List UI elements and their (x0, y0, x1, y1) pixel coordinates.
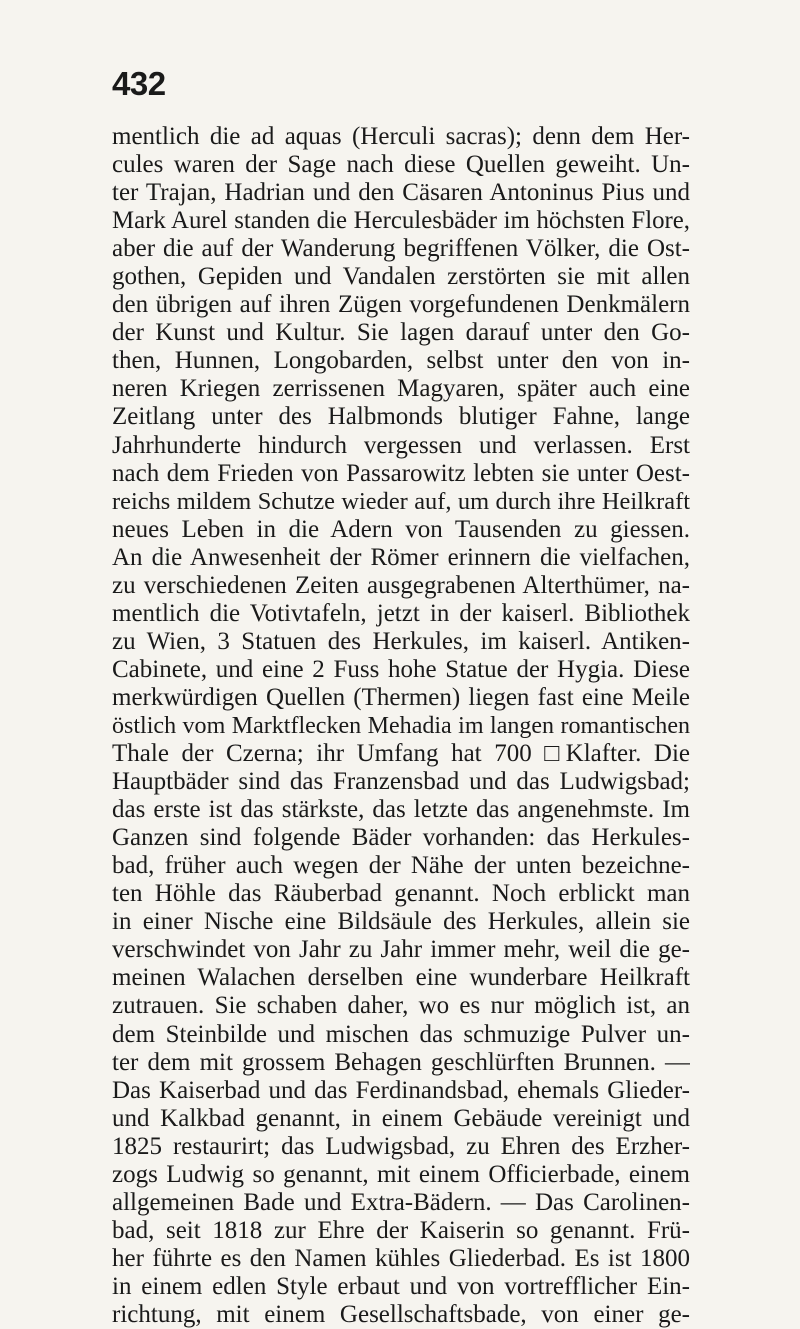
text-line: dem Steinbilde und mischen das schmuzige Pulver un- (112, 1020, 690, 1048)
text-line: mentlich die ad aquas (Herculi sacras); denn dem Her- (112, 123, 690, 150)
text-line: her führte es den Namen kühles Gliederbad. Es ist 1800 (112, 1244, 690, 1272)
text-line: richtung, mit einem Gesellschaftsbade, von einer ge- (112, 1300, 690, 1328)
text-line: Jahrhunderte hindurch vergessen und verlassen. Erst (112, 431, 690, 459)
text-line: cules waren der Sage nach diese Quellen geweiht. Un- (112, 151, 690, 179)
text-line: in einem edlen Style erbaut und von vortrefflicher Ein- (112, 1272, 690, 1300)
text-line: then, Hunnen, Longobarden, selbst unter den von in- (112, 347, 690, 375)
text-line: bad, seit 1818 zur Ehre der Kaiserin so genannt. Frü- (112, 1216, 690, 1244)
text-line: bad, früher auch wegen der Nähe der unten bezeichne- (112, 852, 690, 880)
text-line: und Kalkbad genannt, in einem Gebäude vereinigt und (112, 1104, 690, 1132)
text-line: ten Höhle das Räuberbad genannt. Noch erblickt man (112, 880, 690, 908)
text-line: Zeitlang unter des Halbmonds blutiger Fahne, lange (112, 403, 690, 431)
text-line: gothen, Gepiden und Vandalen zerstörten sie mit allen (112, 263, 690, 291)
text-line: zu Wien, 3 Statuen des Herkules, im kaiserl. Antiken- (112, 627, 690, 655)
text-line: zutrauen. Sie schaben daher, wo es nur möglich ist, an (112, 992, 690, 1020)
text-line: Ganzen sind folgende Bäder vorhanden: das Herkules- (112, 824, 690, 852)
body-text (112, 123, 690, 1329)
text-line: An die Anwesenheit der Römer erinnern die vielfachen, (112, 543, 690, 571)
text-line: meinen Walachen derselben eine wunderbare Heilkraft (112, 964, 690, 992)
text-line: nach dem Frieden von Passarowitz lebten sie unter Oest- (112, 459, 690, 487)
text-line: zogs Ludwig so genannt, mit einem Officierbade, einem (112, 1160, 690, 1188)
text-line: Mark Aurel standen die Herculesbäder im höchsten Flore, (112, 207, 690, 235)
text-line: neues Leben in die Adern von Tausenden zu giessen. (112, 515, 690, 543)
text-line: Thale der Czerna; ihr Umfang hat 700 □Klafter. Die (112, 740, 690, 768)
text-line: ter Trajan, Hadrian und den Cäsaren Antoninus Pius und (112, 179, 690, 207)
text-line: reichs mildem Schutze wieder auf, um durch ihre Heilkraft (112, 487, 690, 515)
text-line: zu verschiedenen Zeiten ausgegrabenen Alterthümer, na- (112, 571, 690, 599)
text-line: das erste ist das stärkste, das letzte das angenehmste. Im (112, 796, 690, 824)
text-line: in einer Nische eine Bildsäule des Herkules, allein sie (112, 908, 690, 936)
text-line: 1825 restaurirt; das Ludwigsbad, zu Ehren des Erzher- (112, 1132, 690, 1160)
text-line: verschwindet von Jahr zu Jahr immer mehr, weil die ge- (112, 936, 690, 964)
text-line: merkwürdigen Quellen (Thermen) liegen fast eine Meile (112, 683, 690, 711)
text-line: ter dem mit grossem Behagen geschlürften Brunnen. — (112, 1048, 690, 1076)
text-line: den übrigen auf ihren Zügen vorgefundenen Denkmälern (112, 291, 690, 319)
text-line: mentlich die Votivtafeln, jetzt in der kaiserl. Bibliothek (112, 599, 690, 627)
text-line: aber die auf der Wanderung begriffenen Völker, die Ost- (112, 235, 690, 263)
text-line: Cabinete, und eine 2 Fuss hohe Statue der Hygia. Diese (112, 655, 690, 683)
text-line: allgemeinen Bade und Extra-Bädern. — Das Carolinen- (112, 1188, 690, 1216)
text-line: neren Kriegen zerrissenen Magyaren, später auch eine (112, 375, 690, 403)
page-number: 432 (112, 65, 166, 102)
text-line: Hauptbäder sind das Franzensbad und das Ludwigsbad; (112, 768, 690, 796)
text-line: der Kunst und Kultur. Sie lagen darauf unter den Go- (112, 319, 690, 347)
text-line: östlich vom Marktflecken Mehadia im langen romantischen (112, 712, 690, 739)
text-line: Das Kaiserbad und das Ferdinandsbad, ehemals Glieder- (112, 1076, 690, 1104)
